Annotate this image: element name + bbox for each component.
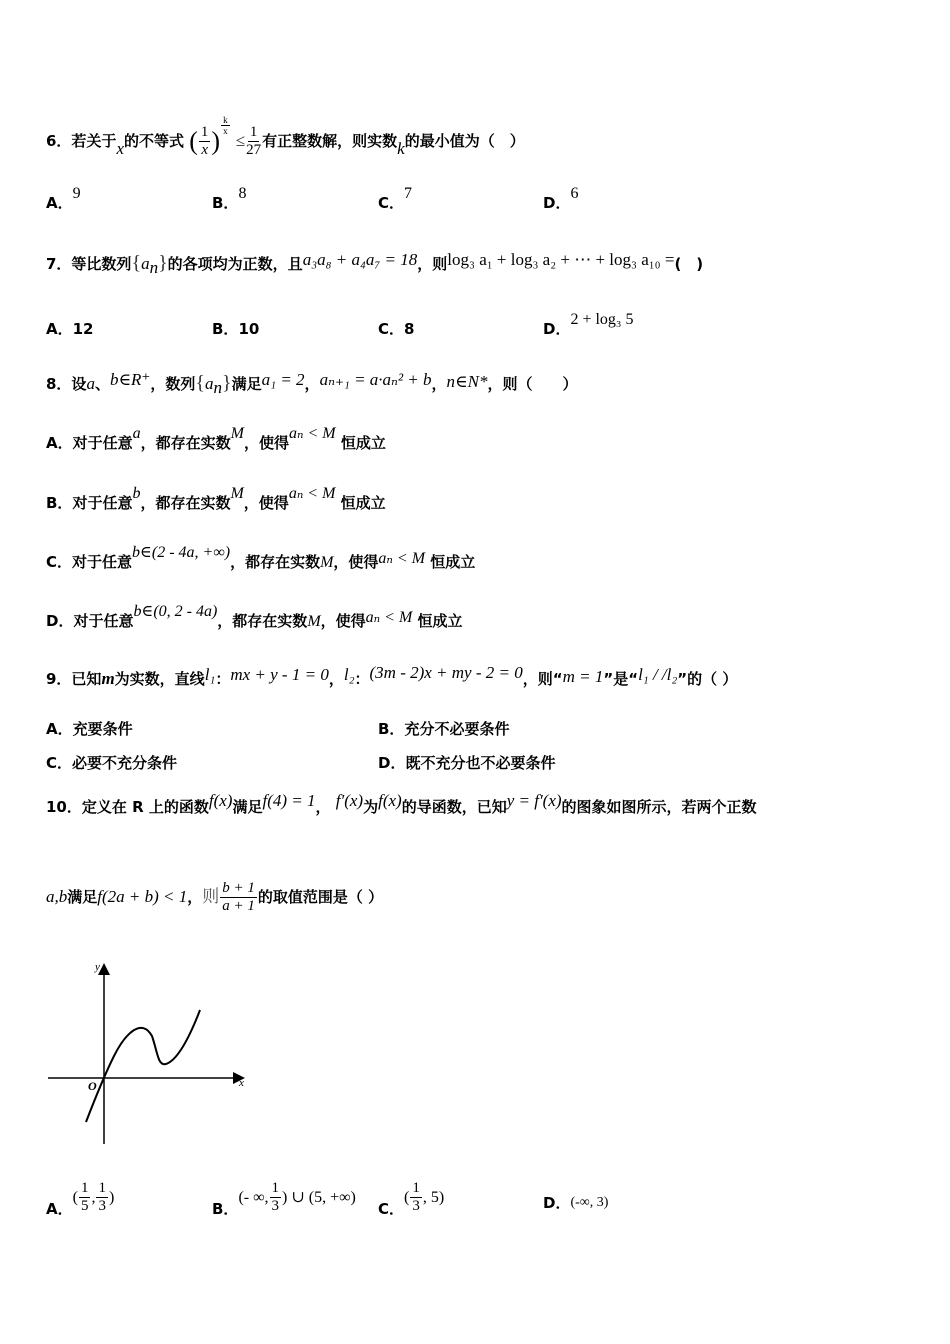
frac-one-over-x: $\frac{1}{x}$ — [200, 124, 209, 158]
q7-option-a[interactable]: A．12 — [46, 320, 94, 338]
q7-option-b[interactable]: B．10 — [212, 320, 260, 338]
q10-option-c[interactable]: C．( $\frac{1}{3}$ , 5) — [378, 1180, 445, 1218]
q7-log-sum: log₃ a₁ + log₃ a₂ + ⋯ + log₃ a₁₀ = — [447, 250, 675, 269]
question-8-stem: 8．设a、b∈R⁺，数列$\{a_n\}$满足a₁ = 2，aₙ₊₁ = a·aₙ² + b，n∈N*，则（ ） — [46, 370, 578, 397]
q6-option-d[interactable]: D．6 — [543, 185, 579, 212]
q9-option-b[interactable]: B．充分不必要条件 — [378, 720, 510, 738]
q8-option-a[interactable]: A．对于任意a，都存在实数M，使得aₙ < M 恒成立 — [46, 425, 386, 452]
frac-b-plus-1-over-a-plus-1: $\frac{b + 1}{a + 1}$ — [222, 880, 255, 914]
question-7-stem: 7．等比数列$\{a_n\}$的各项均为正数，且a₃a₈ + a₄a₇ = 18，则log₃ a₁ + log₃ a₂ + ⋯ + log₃ a₁₀ =( ) — [46, 250, 704, 277]
q6-option-b[interactable]: B．8 — [212, 185, 247, 212]
x-axis-label: x — [239, 1077, 244, 1089]
question-9-stem: 9．已知m为实数，直线l₁：mx + y - 1 = 0，l₂：(3m - 2)x + my - 2 = 0，则“m = 1”是“l₁ / /l₂”的（ ） — [46, 663, 738, 688]
derivative-graph — [44, 958, 254, 1148]
q10-option-d[interactable]: D．(-∞, 3) — [543, 1194, 609, 1212]
q8-option-b[interactable]: B．对于任意b，都存在实数M，使得aₙ < M 恒成立 — [46, 485, 386, 512]
seq-a-n: a — [141, 254, 150, 273]
q8-option-d[interactable]: D．对于任意b∈(0, 2 - 4a)，都存在实数M，使得aₙ < M 恒成立 — [46, 603, 463, 630]
q9-option-d[interactable]: D．既不充分也不必要条件 — [378, 754, 556, 772]
q9-option-a[interactable]: A．充要条件 — [46, 720, 133, 738]
q6-option-a[interactable]: A．9 — [46, 185, 81, 212]
var-x: x — [116, 139, 124, 158]
origin-label: O — [88, 1079, 97, 1093]
frac-one-over-27: $\frac{1}{27}$ — [246, 124, 262, 158]
question-10-stem-2: a,b满足f(2a + b) < 1，则 $\frac{b + 1}{a + 1}$ 的取值范围是（ ） — [46, 880, 384, 914]
y-axis-label: y — [95, 961, 100, 973]
var-k: k — [397, 139, 405, 158]
q10-option-b[interactable]: B．(- ∞, $\frac{1}{3}$ ) ∪ (5, +∞) — [212, 1180, 356, 1218]
q6-option-c[interactable]: C．7 — [378, 185, 413, 212]
q7-option-c[interactable]: C．8 — [378, 320, 415, 338]
q7-condition: a₃a₈ + a₄a₇ = 18 — [302, 250, 418, 269]
q7-option-d[interactable]: D．2 + log₃ 5 — [543, 311, 634, 338]
exponent-k-over-x: $\frac{k}{x}$ — [223, 115, 228, 136]
question-10-stem: 10．定义在 R 上的函数f(x)满足f(4) = 1， f′(x)为f(x)的导函数，已知y = f′(x)的图象如图所示，若两个正数 — [46, 791, 757, 816]
question-6-stem: 6．若关于x的不等式 ( $\frac{1}{x}$ ) $\frac{k}{x}$ ≤ $\frac{1}{27}$ 有正整数解，则实数k的最小值为（ ） — [46, 115, 525, 158]
q10-option-a[interactable]: A．( $\frac{1}{5}$ , $\frac{1}{3}$ ) — [46, 1180, 115, 1218]
derivative-curve — [86, 1010, 200, 1122]
q8-option-c[interactable]: C．对于任意b∈(2 - 4a, +∞)，都存在实数M，使得aₙ < M 恒成立 — [46, 544, 476, 571]
q9-option-c[interactable]: C．必要不充分条件 — [46, 754, 178, 772]
